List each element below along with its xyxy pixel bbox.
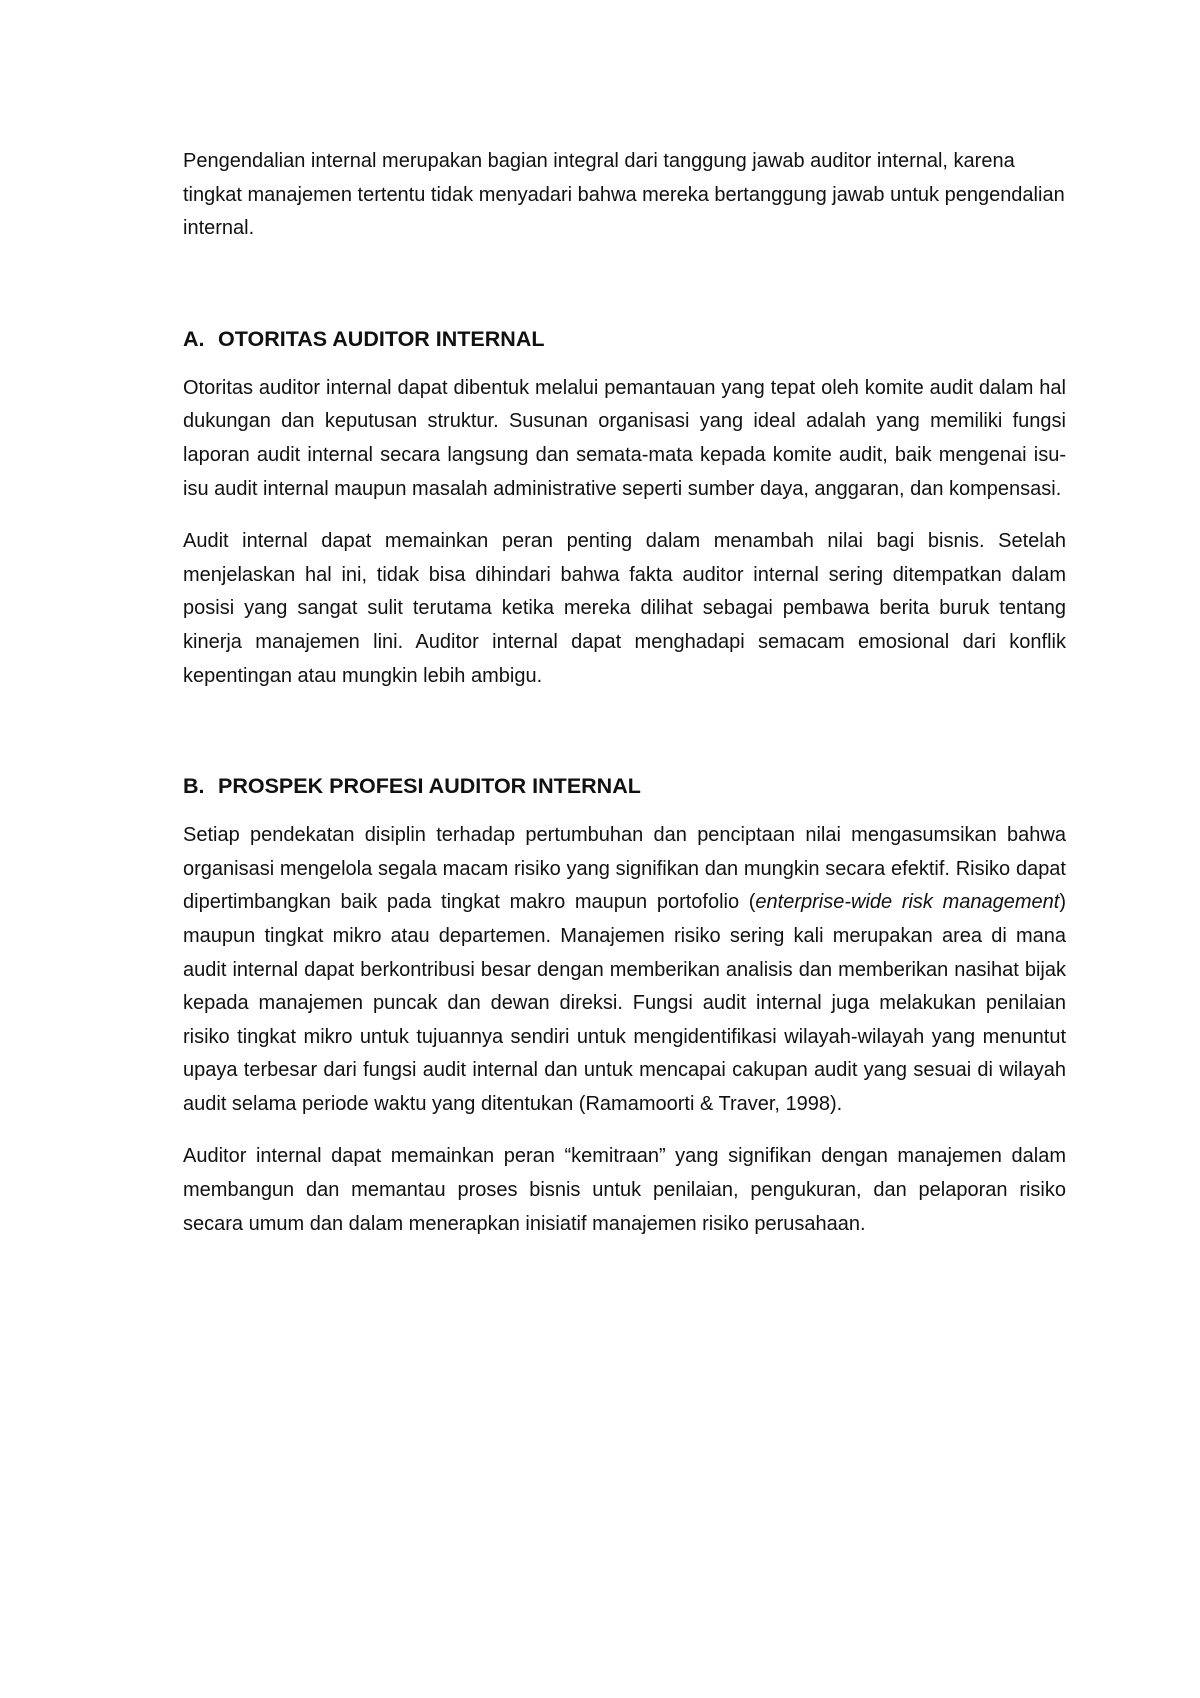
section-b-heading — [183, 771, 1066, 801]
section-a-paragraph-2: Audit internal dapat memainkan peran penting dalam menambah nilai bagi bisnis. Setelah menjelaskan hal ini, tidak bisa dihindari bahwa fakta auditor internal sering ditempatkan dalam posisi yang sangat sulit terutama ketika mereka dilihat sebagai pembawa berita buruk tentang kinerja manajemen lini. Auditor internal dapat menghadapi semacam emosional dari konflik kepentingan atau mungkin lebih ambigu. — [183, 530, 1066, 687]
section-b-paragraph-1-part-2: ) maupun tingkat mikro atau departemen. Manajemen risiko sering kali merupakan area di mana audit internal dapat berkontribusi besar dengan memberikan analisis dan memberikan nasihat bijak kepada manajemen puncak dan dewan direksi. Fungsi audit internal juga melakukan penilaian risiko tingkat mikro untuk tujuannya sendiri untuk mengidentifikasi wilayah-wilayah yang menuntut upaya terbesar dari fungsi audit internal dan untuk mencapai cakupan audit yang sesuai di wilayah audit selama periode waktu yang ditentukan (Ramamoorti & Traver, 1998). — [183, 891, 1066, 1115]
section-a-heading — [183, 324, 1066, 354]
section-b-paragraph-2: Auditor internal dapat memainkan peran “kemitraan” yang signifikan dengan manajemen dalam membangun dan memantau proses bisnis untuk penilaian, pengukuran, dan pelaporan risiko secara umum dan dalam menerapkan inisiatif manajemen risiko perusahaan. — [183, 1145, 1066, 1235]
document-page — [183, 145, 1066, 1260]
section-b-title: PROSPEK PROFESI AUDITOR INTERNAL — [218, 774, 641, 799]
section-b-paragraph-1 — [183, 819, 1066, 1121]
section-b-paragraph-1-part-1: Setiap pendekatan disiplin terhadap pertumbuhan dan penciptaan nilai mengasumsikan bahwa organisasi mengelola segala macam risiko yang signifikan dan mungkin secara efektif. Risiko dapat dipertimbangkan baik pada tingkat makro maupun portofolio ( — [183, 824, 1066, 914]
section-b-letter: B. — [183, 774, 205, 799]
section-a-paragraph-1: Otoritas auditor internal dapat dibentuk melalui pemantauan yang tepat oleh komite audit dalam hal dukungan dan keputusan struktur. Susunan organisasi yang ideal adalah yang memiliki fungsi laporan audit internal secara langsung dan semata-mata kepada komite audit, baik mengenai isu-isu audit internal maupun masalah administrative seperti sumber daya, anggaran, dan kompensasi. — [183, 376, 1066, 500]
section-a-title: OTORITAS AUDITOR INTERNAL — [218, 326, 545, 351]
section-b-paragraph-1-italic-term: enterprise-wide risk management — [755, 891, 1060, 914]
intro-paragraph: Pengendalian internal merupakan bagian integral dari tanggung jawab auditor internal, karena tingkat manajemen tertentu tidak menyadari bahwa mereka bertanggung jawab untuk pengendalian internal. — [183, 150, 1065, 240]
section-a-letter: A. — [183, 326, 205, 351]
